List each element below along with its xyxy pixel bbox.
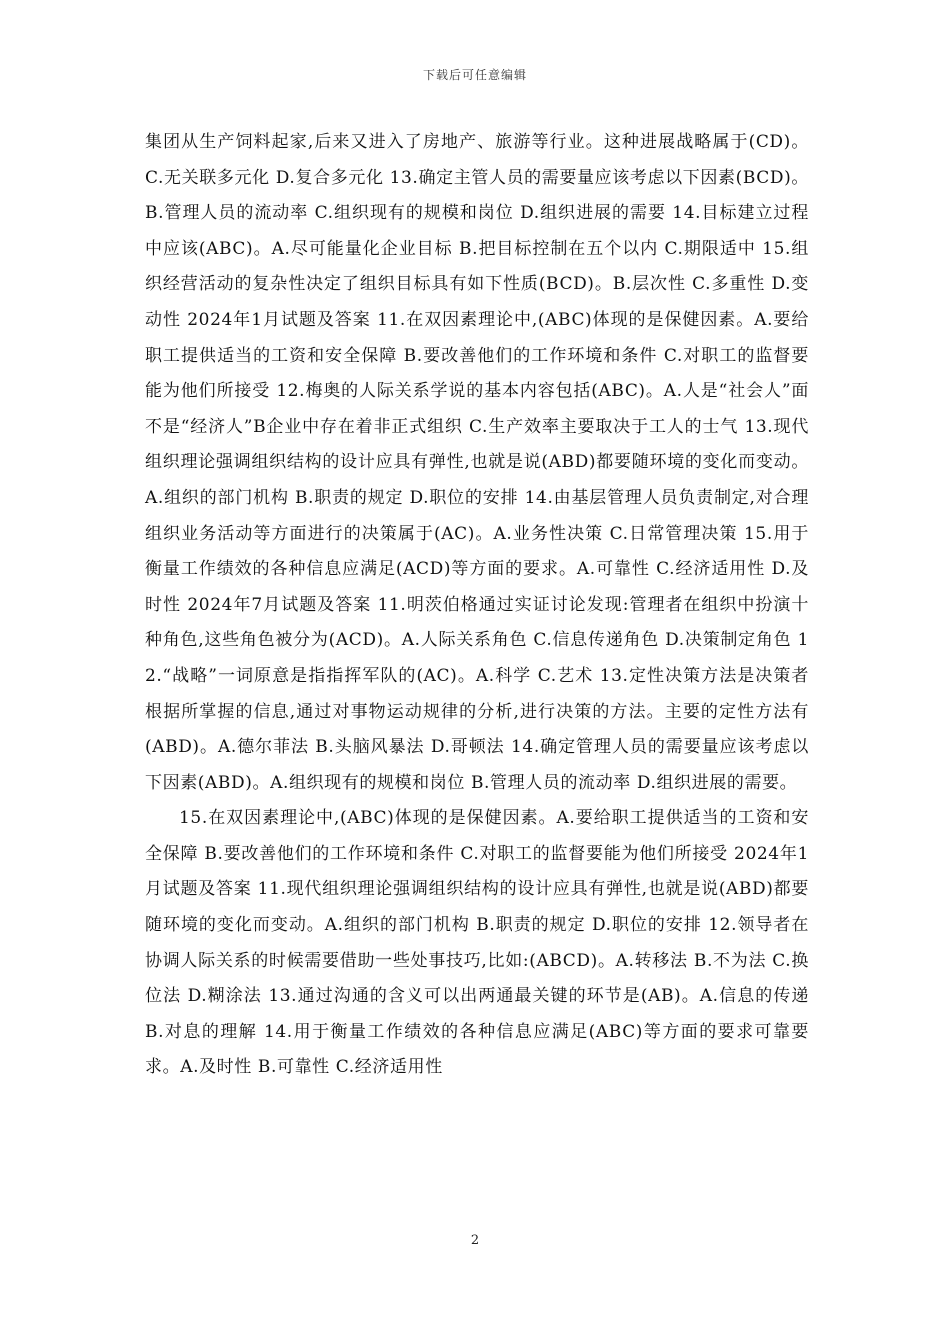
page-number: 2 [470, 1233, 480, 1248]
document-body [145, 125, 809, 1086]
page-header: 下载后可任意编辑 [422, 68, 527, 82]
body-paragraph-1: 集团从生产饲料起家,后来又进入了房地产、旅游等行业。这种进展战略属于(CD)。C.无关联多元化 D.复合多元化 13.确定主管人员的需要量应该考虑以下因素(BCD)。B.管理人员的流动率 C.组织现有的规模和岗位 D.组织进展的需要 14.目标建立过程中应该(ABC)。A.尽可能量化企业目标 B.把目标控制在五个以内 C.期限适中 15.组织经营活动的复杂性决定了组织目标具有如下性质(BCD)。B.层次性 C.多重性 D.变动性 2024年1月试题及答案 11.在双因素理论中,(ABC)体现的是保健因素。A.要给职工提供适当的工资和安全保障 B.要改善他们的工作环境和条件 C.对职工的监督要能为他们所接受 12.梅奥的人际关系学说的基本内容包括(ABC)。A.人是“社会人”面不是“经济人”B企业中存在着非正式组织 C.生产效率主要取决于工人的士气 13.现代组织理论强调组织结构的设计应具有弹性,也就是说(ABD)都要随环境的变化而变动。A.组织的部门机构 B.职责的规定 D.职位的安排 14.由基层管理人员负责制定,对合理组织业务活动等方面进行的决策属于(AC)。A.业务性决策 C.日常管理决策 15.用于衡量工作绩效的各种信息应满足(ACD)等方面的要求。A.可靠性 C.经济适用性 D.及时性 2024年7月试题及答案 11.明茨伯格通过实证讨论发现:管理者在组织中扮演十种角色,这些角色被分为(ACD)。A.人际关系角色 C.信息传递角色 D.决策制定角色 12.“战略”一词原意是指指挥军队的(AC)。A.科学 C.艺术 13.定性决策方法是决策者根据所掌握的信息,通过对事物运动规律的分析,进行决策的方法。主要的定性方法有(ABD)。A.德尔菲法 B.头脑风暴法 D.哥顿法 14.确定管理人员的需要量应该考虑以下因素(ABD)。A.组织现有的规模和岗位 B.管理人员的流动率 D.组织进展的需要。 [145, 132, 809, 793]
body-paragraph-2: 15.在双因素理论中,(ABC)体现的是保健因素。A.要给职工提供适当的工资和安全保障 B.要改善他们的工作环境和条件 C.对职工的监督要能为他们所接受 2024年1月试题及答案 11.现代组织理论强调组织结构的设计应具有弹性,也就是说(ABD)都要随环境的变化而变动。A.组织的部门机构 B.职责的规定 D.职位的安排 12.领导者在协调人际关系的时候需要借助一些处事技巧,比如:(ABCD)。A.转移法 B.不为法 C.换位法 D.糊涂法 13.通过沟通的含义可以出两通最关键的环节是(AB)。A.信息的传递 B.对息的理解 14.用于衡量工作绩效的各种信息应满足(ABC)等方面的要求可靠要求。A.及时性 B.可靠性 C.经济适用性 [145, 808, 809, 1078]
